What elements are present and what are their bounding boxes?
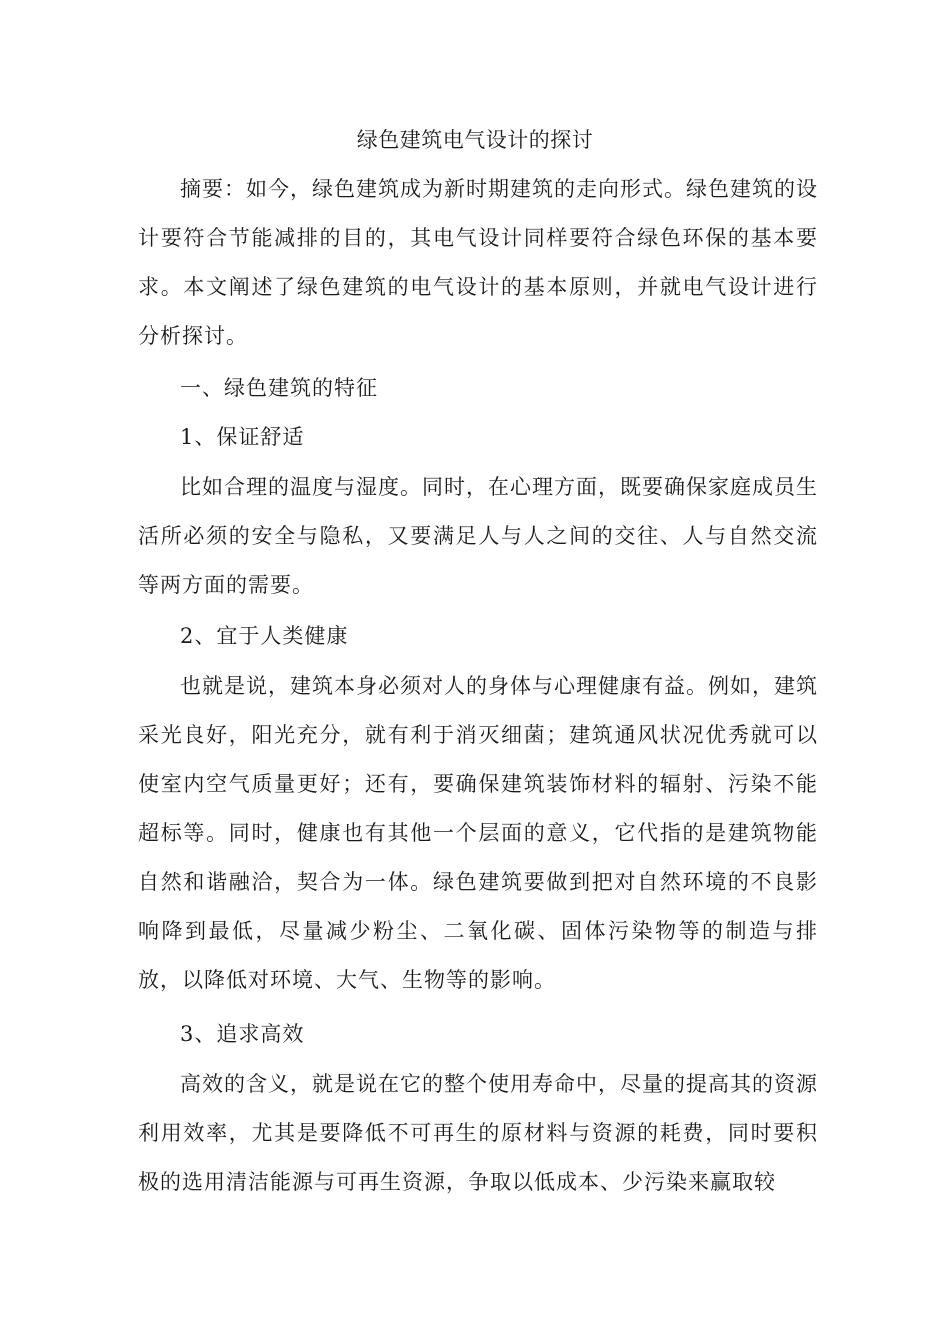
document-title: 绿色建筑电气设计的探讨: [356, 128, 594, 152]
subheading-health: 2、宜于人类健康: [180, 624, 349, 648]
subheading-efficiency: 3、追求高效: [180, 1022, 305, 1046]
abstract-paragraph: 摘要：如今，绿色建筑成为新时期建筑的走向形式。绿色建筑的设计要符合节能减排的目的，其电气设计同样要符合绿色环保的基本要求。本文阐述了绿色建筑的电气设计的基本原则，并就电气设计进行分析探讨。: [138, 177, 818, 348]
subheading-comfort: 1、保证舒适: [180, 425, 305, 449]
paragraph-efficiency: 高效的含义，就是说在它的整个使用寿命中，尽量的提高其的资源利用效率，尤其是要降低不可再生的原材料与资源的耗费，同时要积极的选用清洁能源与可再生资源，争取以低成本、少污染来赢取较: [138, 1072, 818, 1194]
paragraph-comfort: 比如合理的温度与湿度。同时，在心理方面，既要确保家庭成员生活所必须的安全与隐私，又要满足人与人之间的交往、人与自然交流等两方面的需要。: [138, 475, 818, 597]
section-heading-characteristics: 一、绿色建筑的特征: [180, 376, 378, 400]
paragraph-health: 也就是说，建筑本身必须对人的身体与心理健康有益。例如，建筑采光良好，阳光充分，就有利于消灭细菌；建筑通风状况优秀就可以使室内空气质量更好；还有，要确保建筑装饰材料的辐射、污染不能超标等。同时，健康也有其他一个层面的意义，它代指的是建筑物能自然和谐融洽，契合为一体。绿色建筑要做到把对自然环境的不良影响降到最低，尽量减少粉尘、二氧化碳、固体污染物等的制造与排放，以降低对环境、大气、生物等的影响。: [138, 674, 818, 992]
